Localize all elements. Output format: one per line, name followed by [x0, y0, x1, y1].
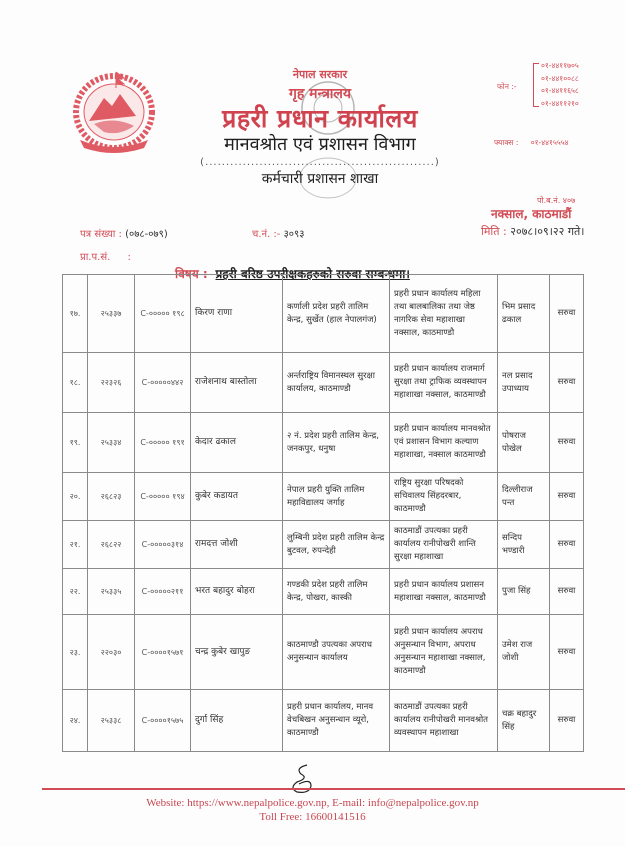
prapas-label: प्रा.प.सं. — [80, 252, 111, 263]
to-cell: प्रहरी प्रधान कार्यालय प्रशासन महाशाखा नक्साल, काठमाण्डौ — [390, 569, 498, 615]
date-label: मिति : — [481, 225, 507, 238]
action-cell: सरुवा — [550, 353, 584, 413]
office-name: प्रहरी प्रधान कार्यालय — [222, 104, 418, 133]
id-cell: २५३३५ — [88, 569, 135, 615]
serial-cell: १९. — [63, 413, 88, 473]
ref-value: (०७८-०७९) — [125, 229, 168, 240]
government-name: नेपाल सरकार — [292, 68, 348, 81]
replacement-cell: उमेश राज जोशी — [498, 615, 550, 690]
dispatch-number — [252, 226, 304, 240]
table-row — [63, 615, 584, 690]
id-cell: २५३३७ — [88, 275, 135, 353]
table-row — [63, 690, 584, 752]
action-cell: सरुवा — [550, 275, 584, 353]
serial-cell: २२. — [63, 569, 88, 615]
from-cell: २ नं. प्रदेश प्रहरी तालिम केन्द्र, जनकपुर, धनुषा — [283, 413, 390, 473]
name-cell: किरण राणा — [191, 275, 283, 353]
serial-cell: १७. — [63, 275, 88, 353]
phone-label: फोन :- — [497, 82, 517, 91]
from-cell: अर्न्तराष्ट्रिय विमानस्थल सुरक्षा कार्यालय, काठमाण्डौ — [283, 353, 390, 413]
table-row — [63, 353, 584, 413]
from-cell: कर्णाली प्रदेश प्रहरी तालिम केन्द्र, सुर्खेत (हाल नेपालगंज) — [283, 275, 390, 353]
footer-divider — [42, 788, 625, 790]
serial-cell: २३. — [63, 615, 88, 690]
id-cell: २२३२६ — [88, 353, 135, 413]
serial-cell: २४. — [63, 690, 88, 752]
department-name: मानवश्रोत एवं प्रशासन विभाग — [224, 134, 416, 155]
date-value: २०७८।०९।२२ गते। — [510, 225, 585, 238]
replacement-cell: पोषराज पोखेल — [498, 413, 550, 473]
phone-number: ०१-४४१००८८ — [541, 73, 579, 83]
phone-list — [541, 60, 579, 110]
action-cell: सरुवा — [550, 690, 584, 752]
table-row — [63, 413, 584, 473]
letter-date — [481, 224, 584, 239]
footer — [0, 796, 625, 824]
phone-number: ०१-४४११६५८ — [541, 86, 579, 95]
letterhead — [180, 68, 460, 188]
to-cell: प्रहरी प्रधान कार्यालय राजमार्ग सुरक्षा तथा ट्राफिक व्यवस्थापन महाशाखा नक्साल, काठमाण्डौ — [390, 353, 498, 413]
code-cell: C-०००००२११ — [135, 569, 191, 615]
serial-cell: १८. — [63, 353, 88, 413]
phone-bracket — [533, 63, 539, 107]
transfer-table — [62, 274, 584, 752]
chalani-label: च.नं. :- — [252, 229, 281, 240]
code-cell: C-००००० १९१ — [135, 413, 191, 473]
to-cell: काठमाडौं उपत्यका प्रहरी कार्यालय रानीपोखरी शान्ति सुरक्षा महाशाखा — [390, 521, 498, 569]
footer-toll-free: Toll Free: 16600141516 — [259, 811, 366, 823]
name-cell: कुबेर कडायत — [191, 473, 283, 521]
to-cell: काठमाडौं उपत्यका प्रहरी कार्यालय रानीपोखरी मानवश्रोत व्यवस्थापन महाशाखा — [390, 690, 498, 752]
subject-text: प्रहरी बरिष्ठ उपरीक्षकहरुको सरुवा सम्बन्धमा। — [215, 267, 410, 281]
table-row — [63, 569, 584, 615]
phone-number: ०१-४४११२१० — [541, 98, 579, 108]
action-cell: सरुवा — [550, 569, 584, 615]
from-cell: गण्डकी प्रदेश प्रहरी तालिम केन्द्र, पोखरा, कास्की — [283, 569, 390, 615]
name-cell: रामदत्त जोशी — [191, 521, 283, 569]
code-cell: C-००००१५७१ — [135, 615, 191, 690]
ref-label: पत्र संख्या : — [80, 229, 122, 240]
name-cell: भरत बहादुर बोहरा — [191, 569, 283, 615]
fax-label: फ्याक्स : — [494, 138, 519, 147]
fax-number: ०१-४४१५५५४ — [530, 138, 569, 147]
serial-cell: २०. — [63, 473, 88, 521]
table-row — [63, 521, 584, 569]
section-name: कर्मचारी प्रशासन शाखा — [261, 171, 379, 187]
to-cell: प्रहरी प्रधान कार्यालय महिला तथा बालबालिका तथा जेष्ठ नागरिक सेवा महाशाखा नक्साल, काठमाण्डौ — [390, 275, 498, 353]
action-cell: सरुवा — [550, 615, 584, 690]
ministry-name: गृह मन्त्रालय — [288, 86, 352, 102]
footer-website-email: Website: https://www.nepalpolice.gov.np, E-mail: info@nepalpolice.gov.np — [146, 797, 479, 809]
code-cell: C-००००० १९४ — [135, 473, 191, 521]
table-row — [63, 473, 584, 521]
name-cell: राजेशनाथ बास्तोला — [191, 353, 283, 413]
chalani-value: ३०९३ — [283, 229, 305, 240]
table-row — [63, 275, 584, 353]
code-cell: C-०००००३१४ — [135, 521, 191, 569]
prapas-number — [80, 249, 131, 263]
action-cell: सरुवा — [550, 473, 584, 521]
code-cell: C-००००० १९८ — [135, 275, 191, 353]
po-box: पो.ब.नं. ४०७ — [537, 196, 576, 205]
city-address: नक्साल, काठमाडौं — [491, 207, 572, 221]
to-cell: राष्ट्रिय सुरक्षा परिषदको सचिवालय सिंहदरबार, काठमाण्डौ — [390, 473, 498, 521]
id-cell: २५३३८ — [88, 690, 135, 752]
replacement-cell: चक्र बहादुर सिंह — [498, 690, 550, 752]
name-cell: दुर्गा सिंह — [191, 690, 283, 752]
dotted-line: (.......................................................) — [200, 157, 440, 168]
phone-number: ०१-४४११७०५ — [541, 61, 579, 70]
replacement-cell: भिम प्रसाद ढकाल — [498, 275, 550, 353]
subject-label: विषय : — [175, 267, 208, 281]
replacement-cell: सन्दिप भण्डारी — [498, 521, 550, 569]
replacement-cell: नल प्रसाद उपाध्याय — [498, 353, 550, 413]
to-cell: प्रहरी प्रधान कार्यालय मानवश्रोत एवं प्रशासन विभाग कल्याण महाशाखा, नक्साल काठमाण्डौ — [390, 413, 498, 473]
code-cell: C-०००००४४२ — [135, 353, 191, 413]
replacement-cell: पुजा सिंह — [498, 569, 550, 615]
id-cell: २६८२२ — [88, 521, 135, 569]
from-cell: प्रहरी प्रधान कार्यालय, मानव वेचबिखन अनुसन्धान व्यूरो, काठमाण्डौ — [283, 690, 390, 752]
from-cell: काठमाण्डौ उपत्यका अपराध अनुसन्धान कार्यालय — [283, 615, 390, 690]
code-cell: C-००००१५७५ — [135, 690, 191, 752]
id-cell: २५३३४ — [88, 413, 135, 473]
from-cell: लुम्बिनी प्रदेश प्रहरी तालिम केन्द्र बुटवल, रुपन्देही — [283, 521, 390, 569]
action-cell: सरुवा — [550, 521, 584, 569]
nepal-emblem-icon — [64, 66, 164, 156]
name-cell: चन्द्र कुबेर खापुङ — [191, 615, 283, 690]
prapas-sep: : — [127, 252, 131, 263]
reference-number — [80, 226, 168, 240]
id-cell: २२०३० — [88, 615, 135, 690]
signature-icon — [287, 762, 321, 796]
fax-line — [494, 138, 579, 148]
from-cell: नेपाल प्रहरी युक्ति तालिम महाविद्यालय जर्गाह — [283, 473, 390, 521]
action-cell: सरुवा — [550, 413, 584, 473]
name-cell: केदार ढकाल — [191, 413, 283, 473]
id-cell: २६८२३ — [88, 473, 135, 521]
serial-cell: २१. — [63, 521, 88, 569]
to-cell: प्रहरी प्रधान कार्यालय अपराध अनुसन्धान विभाग, अपराध अनुसन्धान महाशाखा नक्साल, काठमाण्डौ — [390, 615, 498, 690]
replacement-cell: दिल्लीराज पन्त — [498, 473, 550, 521]
